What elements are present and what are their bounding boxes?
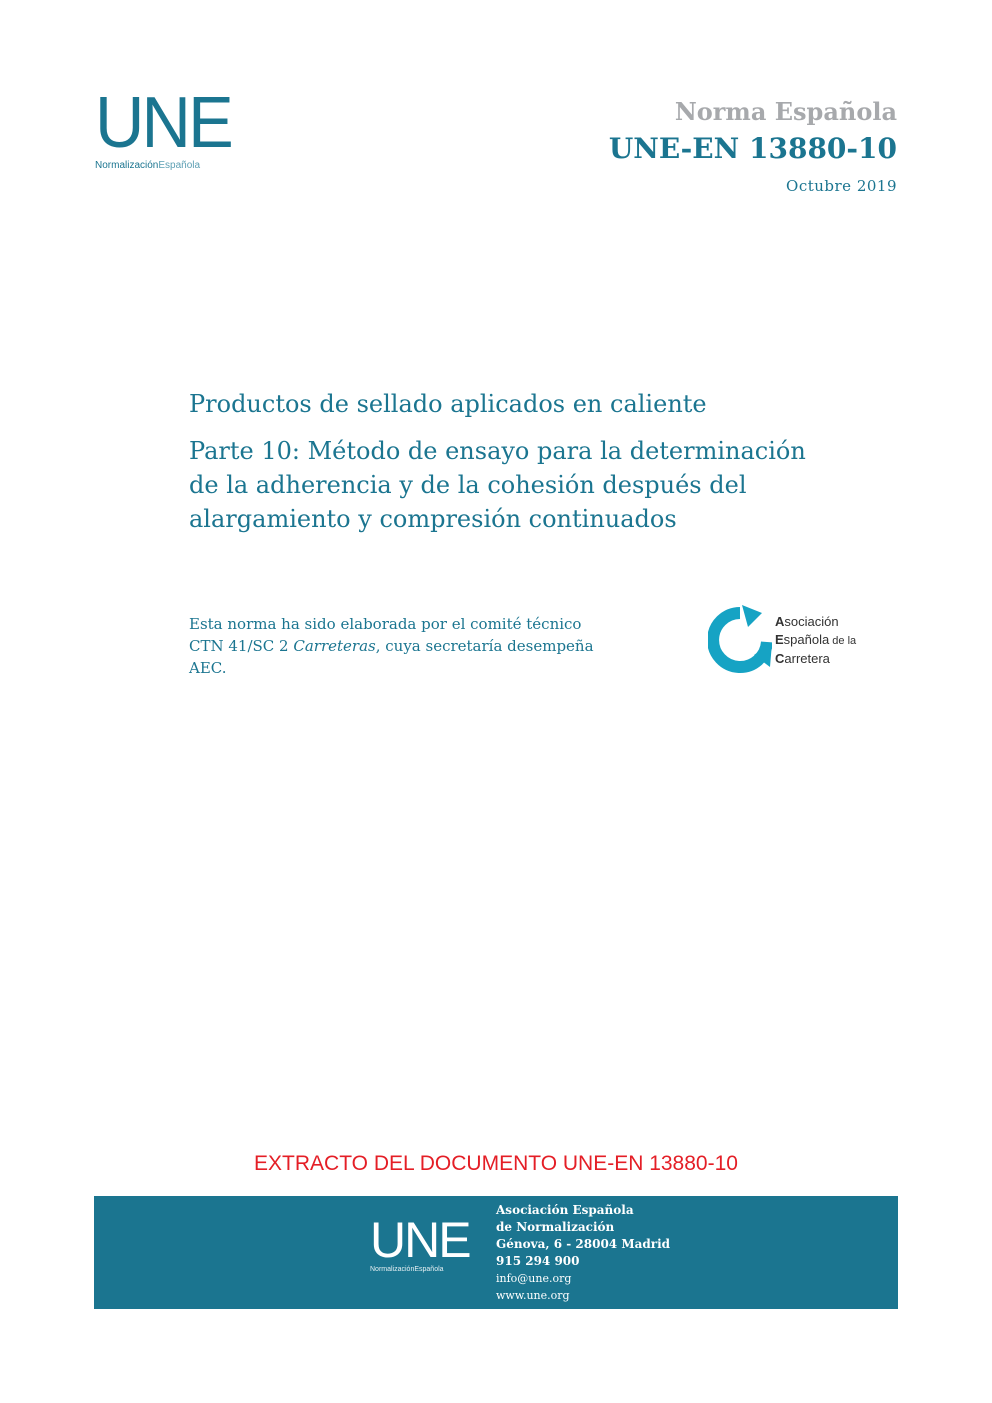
une-logo-sub-a: Normalización	[95, 160, 159, 171]
aec-line-3: Carretera	[775, 651, 830, 666]
title-part-line: de la adherencia y de la cohesión después del	[189, 471, 747, 499]
committee-code: CTN 41/SC 2	[189, 637, 294, 655]
footer-email[interactable]: info@une.org	[496, 1272, 572, 1285]
document-title	[189, 388, 889, 536]
publication-date: Octubre 2019	[786, 177, 897, 195]
une-logo-word: UNE	[95, 83, 231, 163]
footer-contact	[496, 1202, 670, 1304]
footer-org-line: de Normalización	[496, 1220, 615, 1234]
title-part-line: alargamiento y compresión continuados	[189, 505, 677, 533]
title-main: Productos de sellado aplicados en caliente	[189, 390, 707, 418]
aec-logo	[708, 605, 898, 677]
footer-banner	[94, 1196, 898, 1309]
aec-line-1: Asociación	[775, 614, 839, 629]
aec-line-2: Española de la	[775, 632, 857, 647]
footer-org-line: Asociación Española	[496, 1203, 634, 1217]
footer-web[interactable]: www.une.org	[496, 1289, 570, 1302]
committee-line	[189, 635, 659, 657]
footer-phone: 915 294 900	[496, 1254, 580, 1268]
standard-code: UNE-EN 13880-10	[608, 132, 897, 165]
footer-une-logo	[370, 1212, 480, 1273]
committee-line: Esta norma ha sido elaborada por el comité técnico	[189, 615, 582, 633]
committee-name: Carreteras	[293, 637, 376, 655]
norma-label: Norma Española	[674, 97, 897, 126]
title-part	[189, 434, 889, 536]
committee-note	[189, 613, 659, 679]
committee-line: AEC.	[189, 659, 227, 677]
aec-logo-text	[775, 613, 856, 668]
extract-notice: EXTRACTO DEL DOCUMENTO UNE-EN 13880-10	[254, 1152, 738, 1175]
title-part-line: Parte 10: Método de ensayo para la determinación	[189, 437, 806, 465]
footer-logo-word: UNE	[370, 1212, 470, 1268]
footer-logo-subtitle: NormalizaciónEspañola	[370, 1266, 444, 1273]
document-header	[609, 97, 897, 195]
une-logo	[95, 83, 245, 171]
footer-address: Génova, 6 - 28004 Madrid	[496, 1237, 671, 1251]
committee-secretariat: , cuya secretaría desempeña	[375, 637, 594, 655]
aec-emblem-icon	[708, 605, 772, 677]
une-logo-sub-b: Española	[158, 160, 201, 171]
